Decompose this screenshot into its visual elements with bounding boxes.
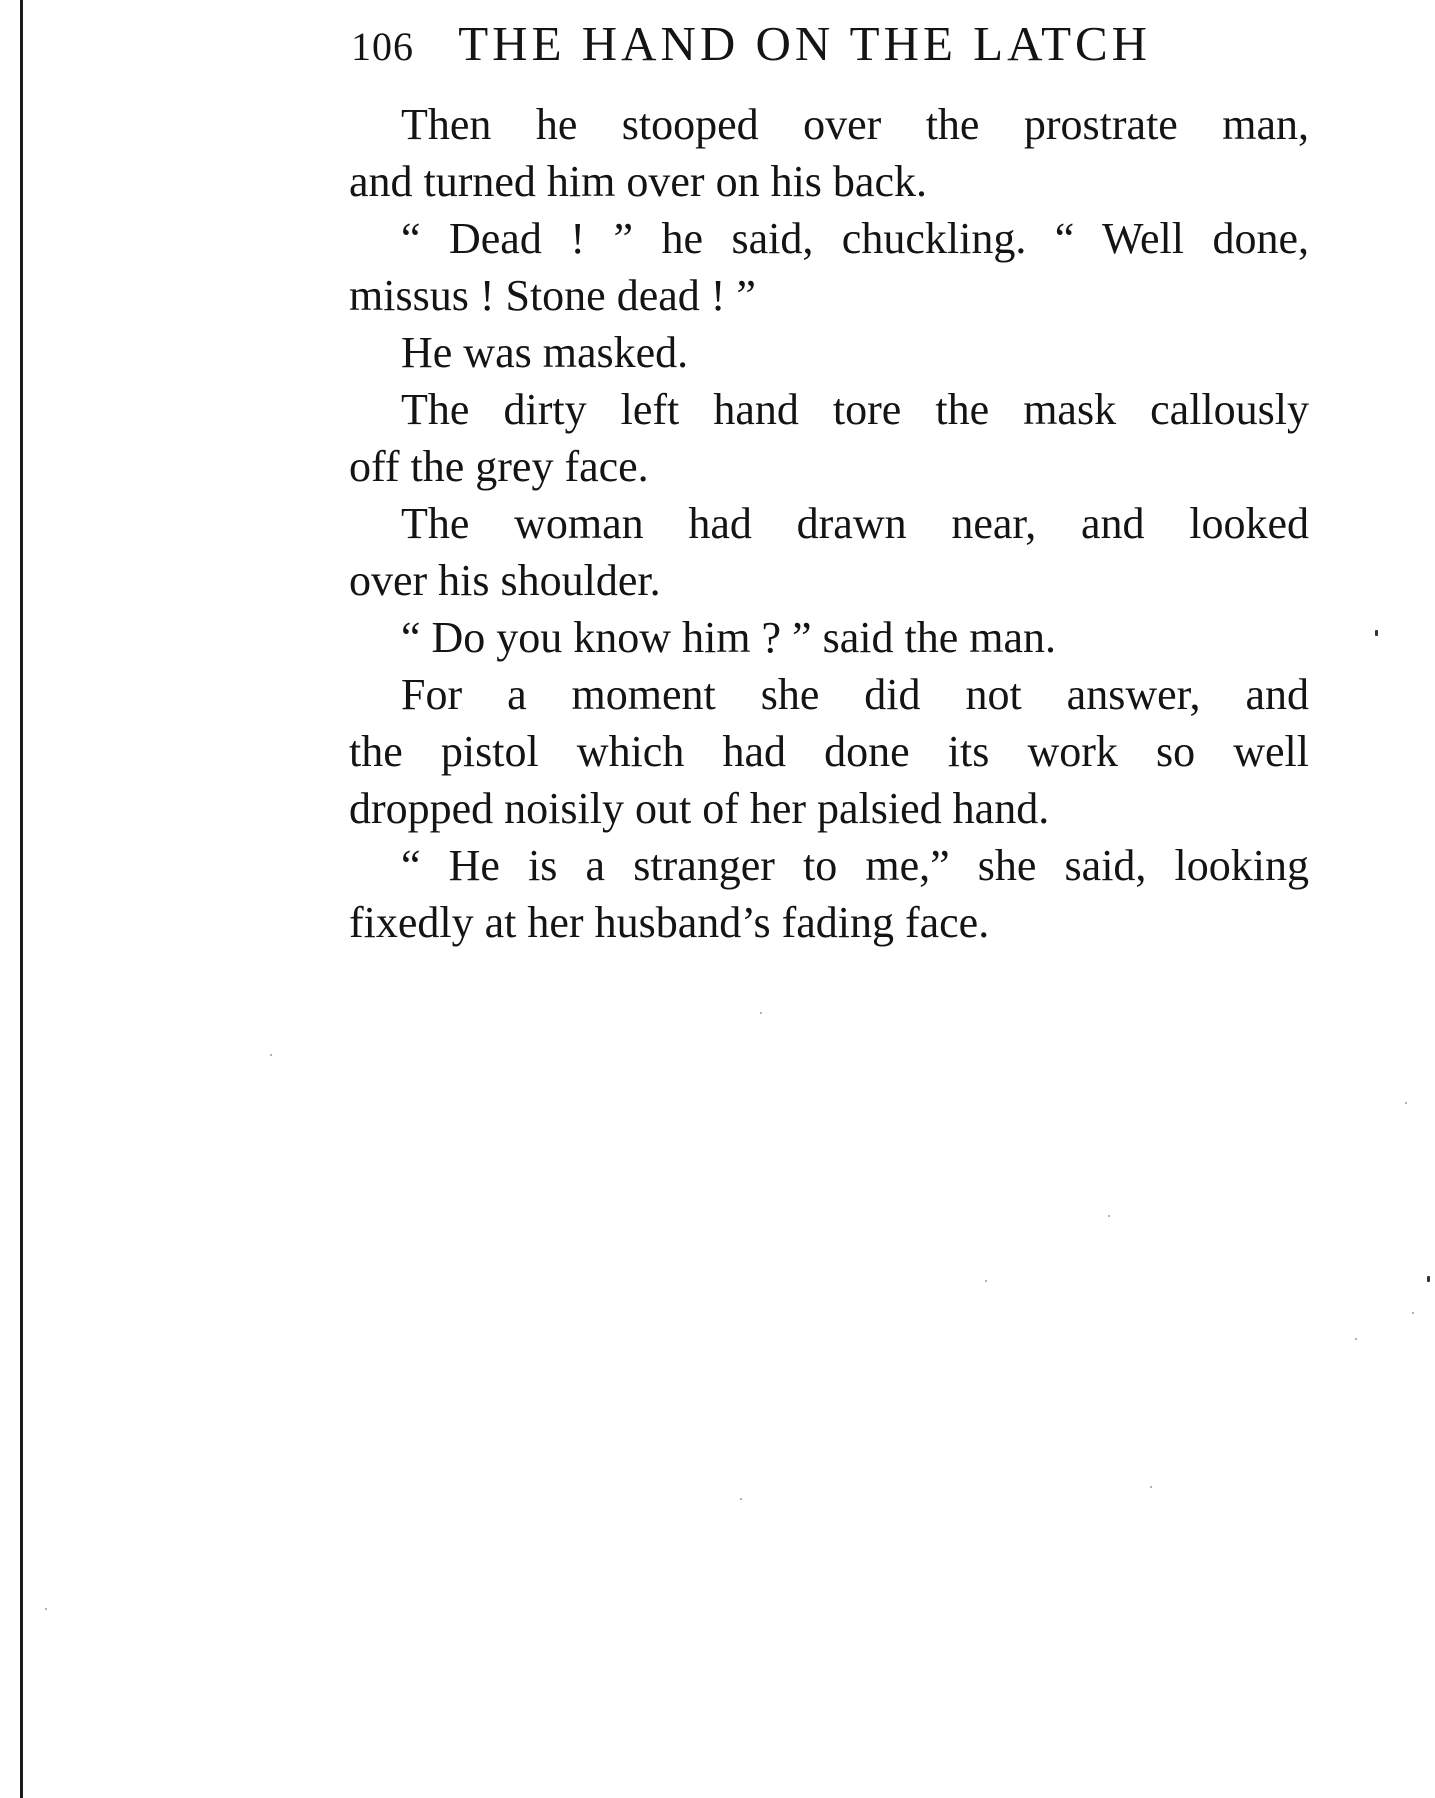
text-line: and turned him over on his back.	[349, 157, 927, 206]
text-line: the pistol which had done its work so well	[349, 727, 1309, 776]
text-line: Then he stooped over the prostrate man,	[401, 100, 1309, 149]
text-line: He was masked.	[401, 328, 689, 377]
page-number: 106	[351, 24, 414, 69]
text-line: missus ! Stone dead ! ”	[349, 271, 756, 320]
scan-speck	[1375, 630, 1378, 636]
scan-speck	[1355, 1338, 1357, 1340]
running-title: THE HAND ON THE LATCH	[458, 16, 1152, 71]
scan-speck	[1405, 1102, 1407, 1104]
scan-speck	[270, 1054, 272, 1056]
body-text	[349, 96, 1309, 951]
scan-edge-line	[20, 0, 23, 1798]
text-line: The woman had drawn near, and looked	[401, 499, 1309, 548]
text-line: dropped noisily out of her palsied hand.	[349, 784, 1050, 833]
scan-speck	[985, 1280, 987, 1282]
text-line: over his shoulder.	[349, 556, 661, 605]
scan-speck	[1150, 1486, 1152, 1488]
text-line: off the grey face.	[349, 442, 649, 491]
scan-speck	[1108, 1215, 1110, 1217]
text-line: For a moment she did not answer, and	[401, 670, 1309, 719]
scan-speck	[760, 1012, 762, 1014]
text-line: fixedly at her husband’s fading face.	[349, 898, 990, 947]
text-line: The dirty left hand tore the mask callously	[401, 385, 1309, 434]
text-line: “ Dead ! ” he said, chuckling. “ Well done,	[401, 214, 1309, 263]
text-line: “ He is a stranger to me,” she said, looking	[401, 841, 1309, 890]
scan-speck	[1427, 1276, 1430, 1282]
scan-speck	[1412, 1312, 1414, 1314]
text-line: “ Do you know him ? ” said the man.	[401, 613, 1056, 662]
page-header	[351, 14, 1311, 74]
scan-speck	[45, 1608, 47, 1610]
scan-speck	[740, 1498, 742, 1500]
